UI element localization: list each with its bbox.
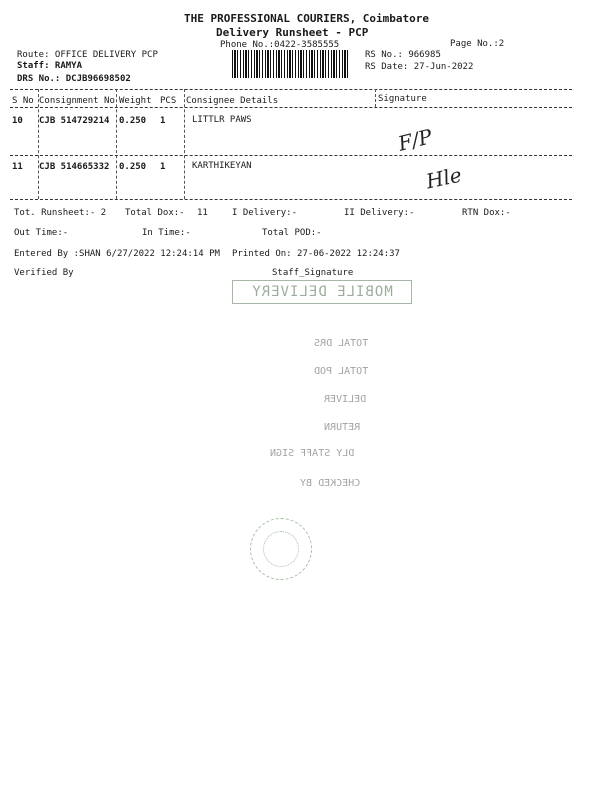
column-header-consignee: Consignee Details [186,96,279,106]
column-header-pcs: PCS [160,96,177,106]
row-sno: 11 [12,162,23,172]
ii-delivery: II Delivery:- [344,208,415,218]
row-weight: 0.250 [119,116,147,126]
ghost-text: TOTAL DRS [314,338,369,349]
out-time: Out Time:- [14,228,69,238]
row-signature: Hle [423,162,464,194]
i-delivery: I Delivery:- [232,208,298,218]
row-pcs: 1 [160,116,166,126]
ghost-text: DLY STAFF SIGN [270,448,355,459]
circular-seal [250,518,312,580]
ghost-text: RETURN [324,422,361,433]
rtn-dox: RTN Dox:- [462,208,511,218]
staff-signature: Staff_Signature [272,268,354,278]
table-bottom-rule [10,199,572,200]
row-signature: F/P [395,124,435,156]
total-pod: Total POD:- [262,228,322,238]
total-dox-value: 11 [197,208,208,218]
drs-number: DRS No.: DCJB96698502 [17,74,131,84]
column-divider [38,89,39,199]
mirrored-stamp: MOBILE DELIVERY [232,280,412,304]
document-title: Delivery Runsheet - PCP [216,26,369,39]
row-sno: 10 [12,116,23,126]
column-divider [116,89,117,199]
column-divider [184,89,185,199]
column-header-consignment: Consignment No [39,96,115,106]
column-header-sno: S No [12,96,34,106]
row-consignment: CJB 514665332 [39,162,110,172]
route-label: Route: OFFICE DELIVERY PCP [17,50,158,60]
row-pcs: 1 [160,162,166,172]
company-name: THE PROFESSIONAL COURIERS, Coimbatore [184,12,430,25]
verified-by: Verified By [14,268,74,278]
page-number: Page No.:2 [450,39,505,49]
staff-label: Staff: RAMYA [17,61,83,71]
ghost-text: TOTAL POD [314,366,369,377]
column-divider [375,89,376,107]
ghost-text: DELIVER [324,394,367,405]
in-time: In Time:- [142,228,191,238]
total-dox-label: Total Dox:- [125,208,185,218]
row-consignee: KARTHIKEYAN [192,161,252,171]
barcode [232,50,350,78]
table-header-rule [10,107,572,108]
ghost-text: CHECKED BY [300,478,361,489]
table-top-rule [10,89,572,90]
column-header-weight: Weight [119,96,152,106]
printed-on: Printed On: 27-06-2022 12:24:37 [232,249,400,259]
tot-runsheet: Tot. Runsheet:- 2 [14,208,107,218]
column-header-signature: Signature [378,94,427,104]
rs-number: RS No.: 966985 [365,50,441,60]
row-consignment: CJB 514729214 [39,116,110,126]
row-weight: 0.250 [119,162,147,172]
row-rule [10,155,572,156]
entered-by: Entered By :SHAN 6/27/2022 12:24:14 PM [14,249,220,259]
phone-number: Phone No.:0422-3585555 [220,40,340,50]
row-consignee: LITTLR PAWS [192,115,252,125]
rs-date: RS Date: 27-Jun-2022 [365,62,474,72]
